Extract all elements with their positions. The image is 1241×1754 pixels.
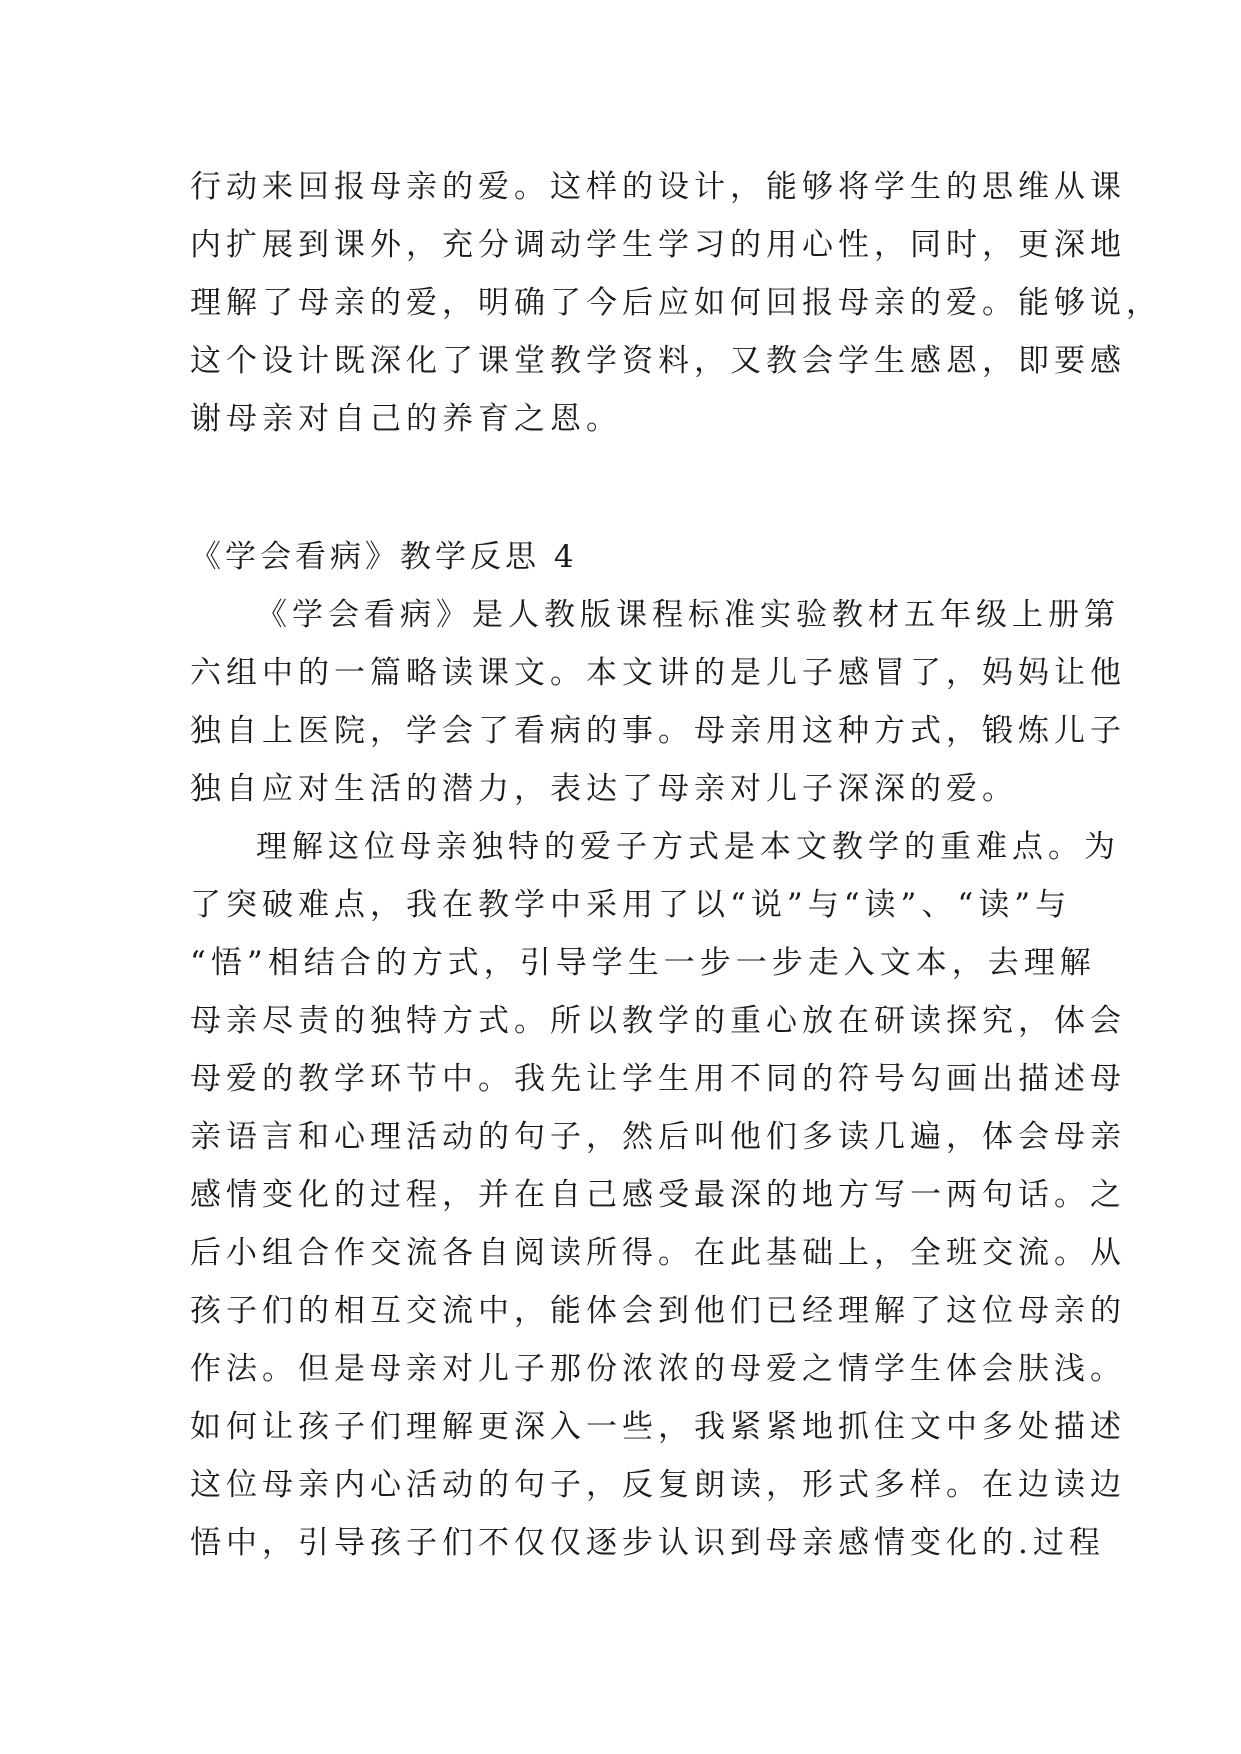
text-line: 亲语言和心理活动的句子，然后叫他们多读几遍，体会母亲 (190, 1119, 1126, 1155)
text-line: 谢母亲对自己的养育之恩。 (190, 401, 622, 437)
text-line: 理解这位母亲独特的爱子方式是本文教学的重难点。为 (256, 829, 1120, 865)
text-line: 后小组合作交流各自阅读所得。在此基础上，全班交流。从 (190, 1235, 1126, 1271)
text-line: 内扩展到课外，充分调动学生学习的用心性，同时，更深地 (190, 227, 1126, 263)
paragraph-intro (190, 586, 1126, 818)
text-line: 母亲尽责的独特方式。所以教学的重心放在研读探究，体会 (190, 1003, 1126, 1039)
text-line: 母爱的教学环节中。我先让学生用不同的符号勾画出描述母 (190, 1061, 1126, 1097)
section-title: 《学会看病》教学反思 4 (190, 539, 578, 575)
paragraph-reflection (190, 818, 1126, 1572)
text-line: 悟中，引导孩子们不仅仅逐步认识到母亲感情变化的.过程 (190, 1525, 1105, 1561)
text-line: 这个设计既深化了课堂教学资料，又教会学生感恩，即要感 (190, 343, 1126, 379)
text-line: 作法。但是母亲对儿子那份浓浓的母爱之情学生体会肤浅。 (190, 1351, 1126, 1387)
section-gap (190, 448, 1070, 528)
text-line: 六组中的一篇略读课文。本文讲的是儿子感冒了，妈妈让他 (190, 655, 1126, 691)
text-line: “悟”相结合的方式，引导学生一步一步走入文本，去理解 (190, 945, 1096, 981)
text-line: 独自上医院，学会了看病的事。母亲用这种方式，锻炼儿子 (190, 713, 1126, 749)
text-line: 《学会看病》是人教版课程标准实验教材五年级上册第 (256, 597, 1120, 633)
text-line: 如何让孩子们理解更深入一些，我紧紧地抓住文中多处描述 (190, 1409, 1126, 1445)
text-line: 感情变化的过程，并在自己感受最深的地方写一两句话。之 (190, 1177, 1126, 1213)
text-line: 行动来回报母亲的爱。这样的设计，能够将学生的思维从课 (190, 169, 1126, 205)
text-line: 这位母亲内心活动的句子，反复朗读，形式多样。在边读边 (190, 1467, 1126, 1503)
text-line: 孩子们的相互交流中，能体会到他们已经理解了这位母亲的 (190, 1293, 1126, 1329)
text-line: 了突破难点，我在教学中采用了以“说”与“读”、“读”与 (190, 887, 1072, 923)
document-body (190, 158, 1162, 1572)
text-line: 独自应对生活的潜力，表达了母亲对儿子深深的爱。 (190, 771, 1018, 807)
paragraph-continued (190, 158, 1162, 448)
text-line: 理解了母亲的爱，明确了今后应如何回报母亲的爱。能够说， (190, 285, 1162, 321)
